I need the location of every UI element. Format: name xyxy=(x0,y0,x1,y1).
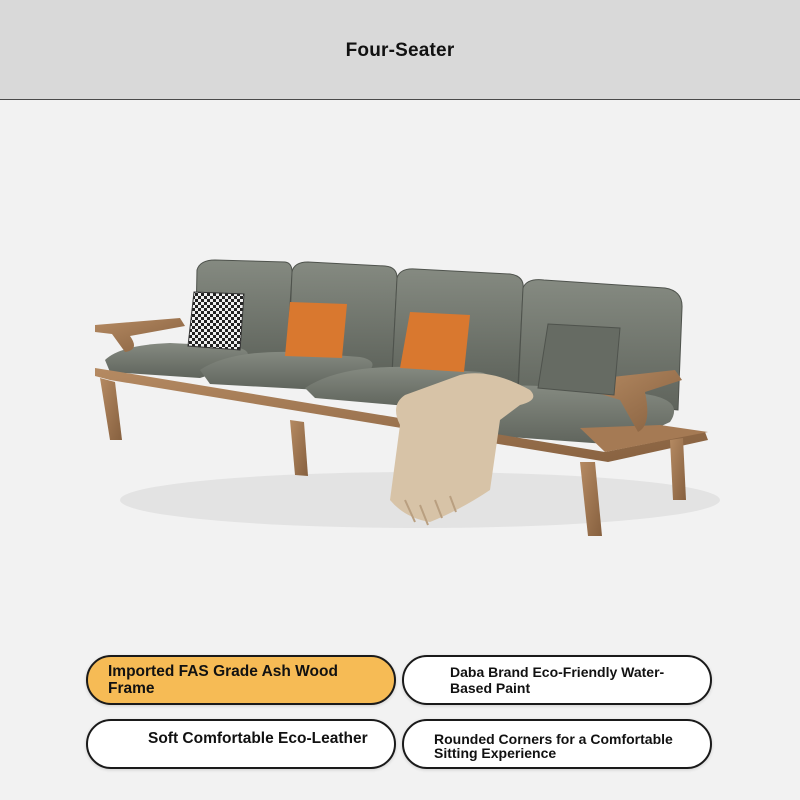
feature-label: Daba Brand Eco-Friendly Water-Based Paint xyxy=(450,664,665,696)
page-title: Four-Seater xyxy=(345,40,455,61)
feature-label: Imported FAS Grade Ash Wood Frame xyxy=(108,663,338,697)
feature-label: Soft Comfortable Eco-Leather xyxy=(148,730,368,747)
feature-eco-friendly-paint xyxy=(402,655,712,705)
sofa-photo xyxy=(60,200,740,570)
header-bar xyxy=(0,0,800,100)
feature-label: Rounded Corners for a Comfortable Sitting Experience xyxy=(434,731,673,761)
feature-ash-wood-frame xyxy=(86,655,396,705)
feature-rounded-corners xyxy=(402,719,712,769)
feature-eco-leather xyxy=(86,719,396,769)
